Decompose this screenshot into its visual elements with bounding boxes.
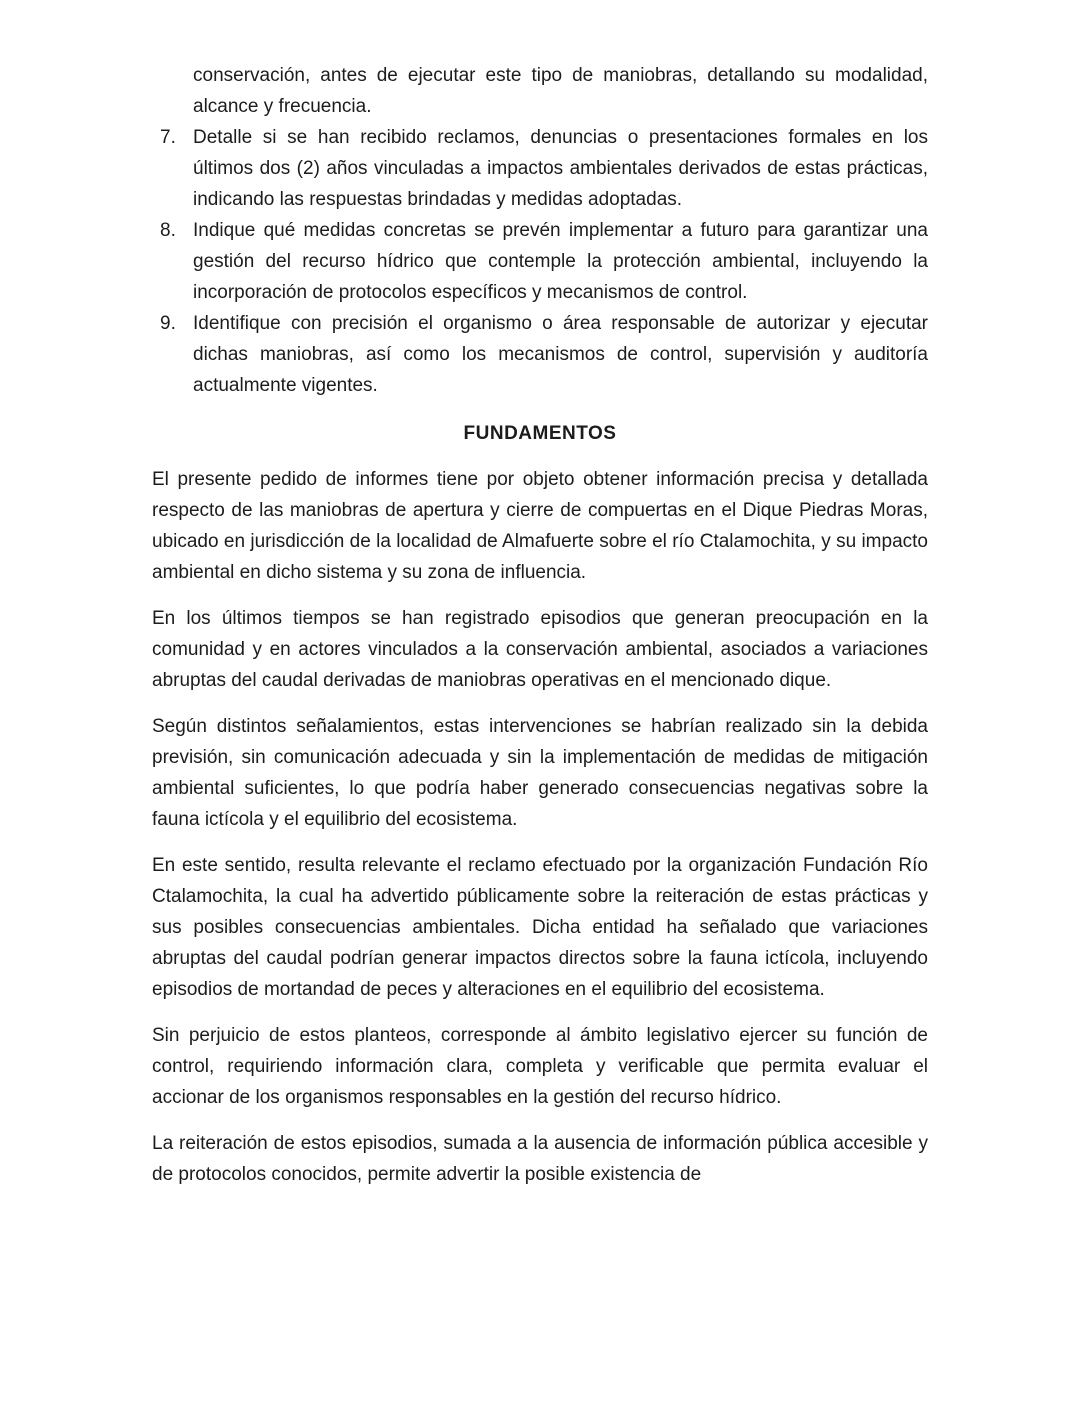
list-item-7 [152, 122, 928, 215]
list-item-number: 7. [160, 127, 176, 148]
section-heading: FUNDAMENTOS [463, 423, 617, 444]
paragraph-4: En este sentido, resulta relevante el reclamo efectuado por la organización Fundación Río Ctalamochita, la cual ha advertido públicamente sobre la reiteración de estas prácticas y sus posibles consecuencias ambientales. Dicha entidad ha señalado que variaciones abruptas del caudal podrían generar impactos directos sobre la fauna ictícola, incluyendo episodios de mortandad de peces y alteraciones en el equilibrio del ecosistema. [152, 855, 928, 1000]
list-item-number: 8. [160, 220, 176, 241]
list-item-text: Detalle si se han recibido reclamos, denuncias o presentaciones formales en los últimos dos (2) años vinculadas a impactos ambientales derivados de estas prácticas, indicando las respuestas brindadas y medidas adoptadas. [193, 127, 928, 210]
paragraph-3: Según distintos señalamientos, estas intervenciones se habrían realizado sin la debida previsión, sin comunicación adecuada y sin la implementación de medidas de mitigación ambiental suficientes, lo que podría haber generado consecuencias negativas sobre la fauna ictícola y el equilibrio del ecosistema. [152, 716, 928, 830]
paragraph-2: En los últimos tiempos se han registrado episodios que generan preocupación en la comunidad y en actores vinculados a la conservación ambiental, asociados a variaciones abruptas del caudal derivadas de maniobras operativas en el mencionado dique. [152, 608, 928, 691]
list-item-text: Identifique con precisión el organismo o área responsable de autorizar y ejecutar dichas maniobras, así como los mecanismos de control, supervisión y auditoría actualmente vigentes. [193, 313, 928, 396]
paragraph-1: El presente pedido de informes tiene por objeto obtener información precisa y detallada respecto de las maniobras de apertura y cierre de compuertas en el Dique Piedras Moras, ubicado en jurisdicción de la localidad de Almafuerte sobre el río Ctalamochita, y su impacto ambiental en dicho sistema y su zona de influencia. [152, 469, 928, 583]
list-item-continuation [152, 60, 928, 122]
list-item-9 [152, 308, 928, 401]
list-item-number: 9. [160, 313, 176, 334]
paragraph-6: La reiteración de estos episodios, sumada a la ausencia de información pública accesible y de protocolos conocidos, permite advertir la posible existencia de [152, 1133, 928, 1185]
list-item-text: Indique qué medidas concretas se prevén implementar a futuro para garantizar una gestión del recurso hídrico que contemple la protección ambiental, incluyendo la incorporación de protocolos específicos y mecanismos de control. [193, 220, 928, 303]
paragraph-5: Sin perjuicio de estos planteos, corresponde al ámbito legislativo ejercer su función de control, requiriendo información clara, completa y verificable que permita evaluar el accionar de los organismos responsables en la gestión del recurso hídrico. [152, 1025, 928, 1108]
list-item-text: conservación, antes de ejecutar este tipo de maniobras, detallando su modalidad, alcance y frecuencia. [193, 65, 928, 117]
numbered-list [152, 60, 928, 401]
list-item-8 [152, 215, 928, 308]
